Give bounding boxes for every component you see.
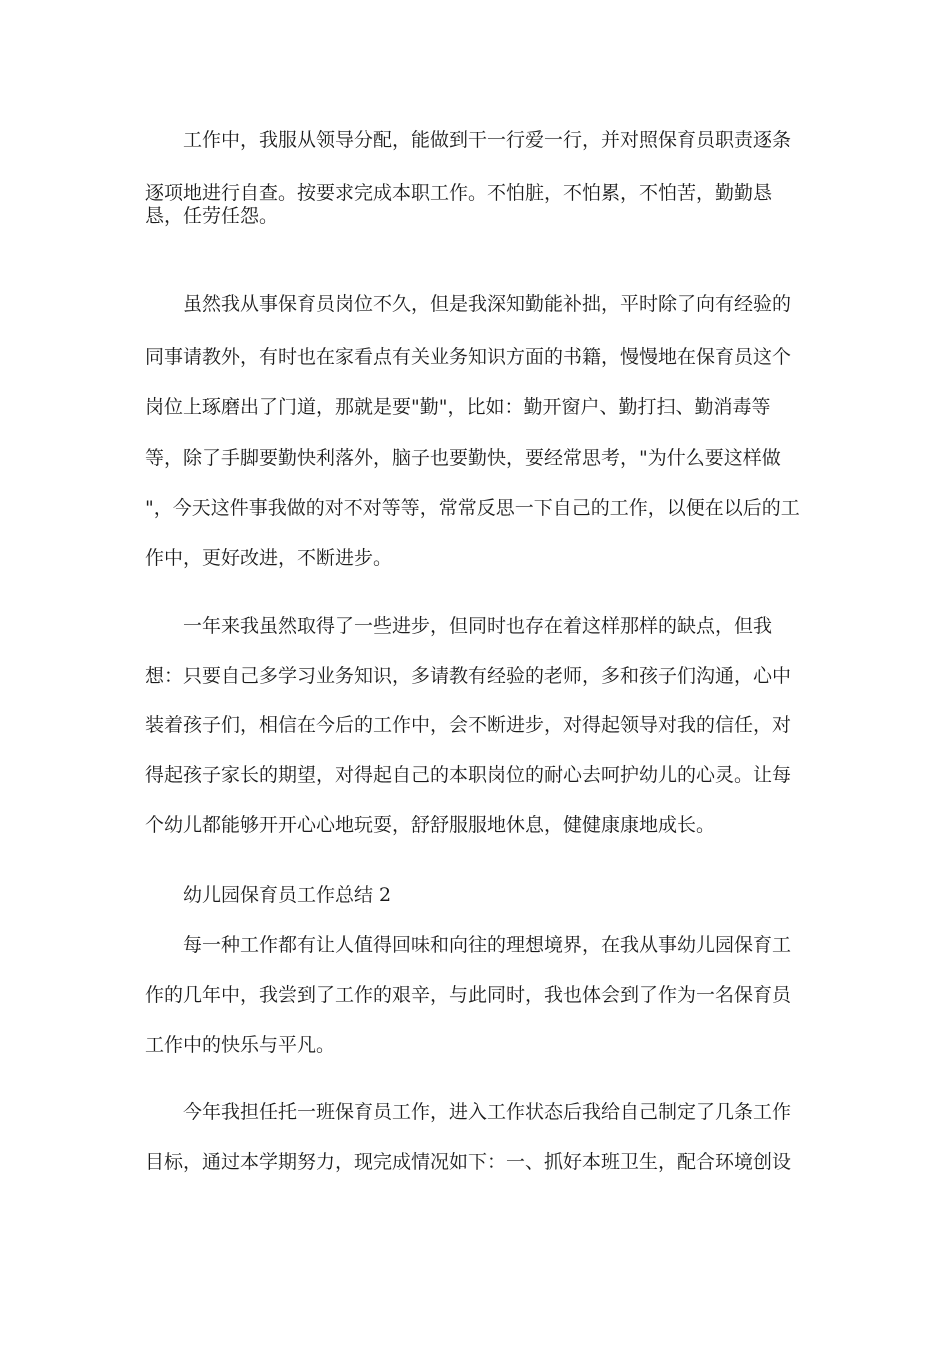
text-line: 岗位上琢磨出了门道，那就是要"勤"，比如：勤开窗户、勤打扫、勤消毒等 (145, 396, 771, 418)
section-heading: 幼儿园保育员工作总结 2 (183, 884, 392, 906)
text-line: 每一种工作都有让人值得回味和向往的理想境界，在我从事幼儿园保育工 (183, 934, 792, 956)
text-line: 个幼儿都能够开开心心地玩耍，舒舒服服地休息，健健康康地成长。 (145, 814, 716, 836)
text-line: 作中，更好改进，不断进步。 (145, 547, 393, 569)
text-line: 想：只要自己多学习业务知识，多请教有经验的老师，多和孩子们沟通，心中 (145, 665, 792, 687)
text-line: 得起孩子家长的期望，对得起自己的本职岗位的耐心去呵护幼儿的心灵。让每 (145, 764, 792, 786)
text-line: 等，除了手脚要勤快利落外，脑子也要勤快，要经常思考，"为什么要这样做 (145, 447, 781, 469)
text-line: 装着孩子们，相信在今后的工作中，会不断进步，对得起领导对我的信任，对 (145, 714, 792, 736)
text-line: 逐项地进行自查。按要求完成本职工作。不怕脏，不怕累，不怕苦，勤勤恳 (145, 182, 773, 204)
text-line: 作的几年中，我尝到了工作的艰辛，与此同时，我也体会到了作为一名保育员 (145, 984, 792, 1006)
text-line: 工作中的快乐与平凡。 (145, 1034, 336, 1056)
text-line: 同事请教外，有时也在家看点有关业务知识方面的书籍，慢慢地在保育员这个 (145, 346, 792, 368)
text-line: 工作中，我服从领导分配，能做到干一行爱一行，并对照保育员职责逐条 (183, 129, 792, 151)
text-line: 今年我担任托一班保育员工作，进入工作状态后我给自己制定了几条工作 (183, 1101, 792, 1123)
text-line: 恳，任劳任怨。 (145, 205, 279, 227)
text-line: "，今天这件事我做的对不对等等，常常反思一下自己的工作，以便在以后的工 (145, 497, 800, 519)
text-line: 一年来我虽然取得了一些进步，但同时也存在着这样那样的缺点，但我 (183, 615, 773, 637)
text-line: 虽然我从事保育员岗位不久，但是我深知勤能补拙，平时除了向有经验的 (183, 293, 792, 315)
text-line: 目标，通过本学期努力，现完成情况如下：一、抓好本班卫生，配合环境创设 (145, 1151, 792, 1173)
